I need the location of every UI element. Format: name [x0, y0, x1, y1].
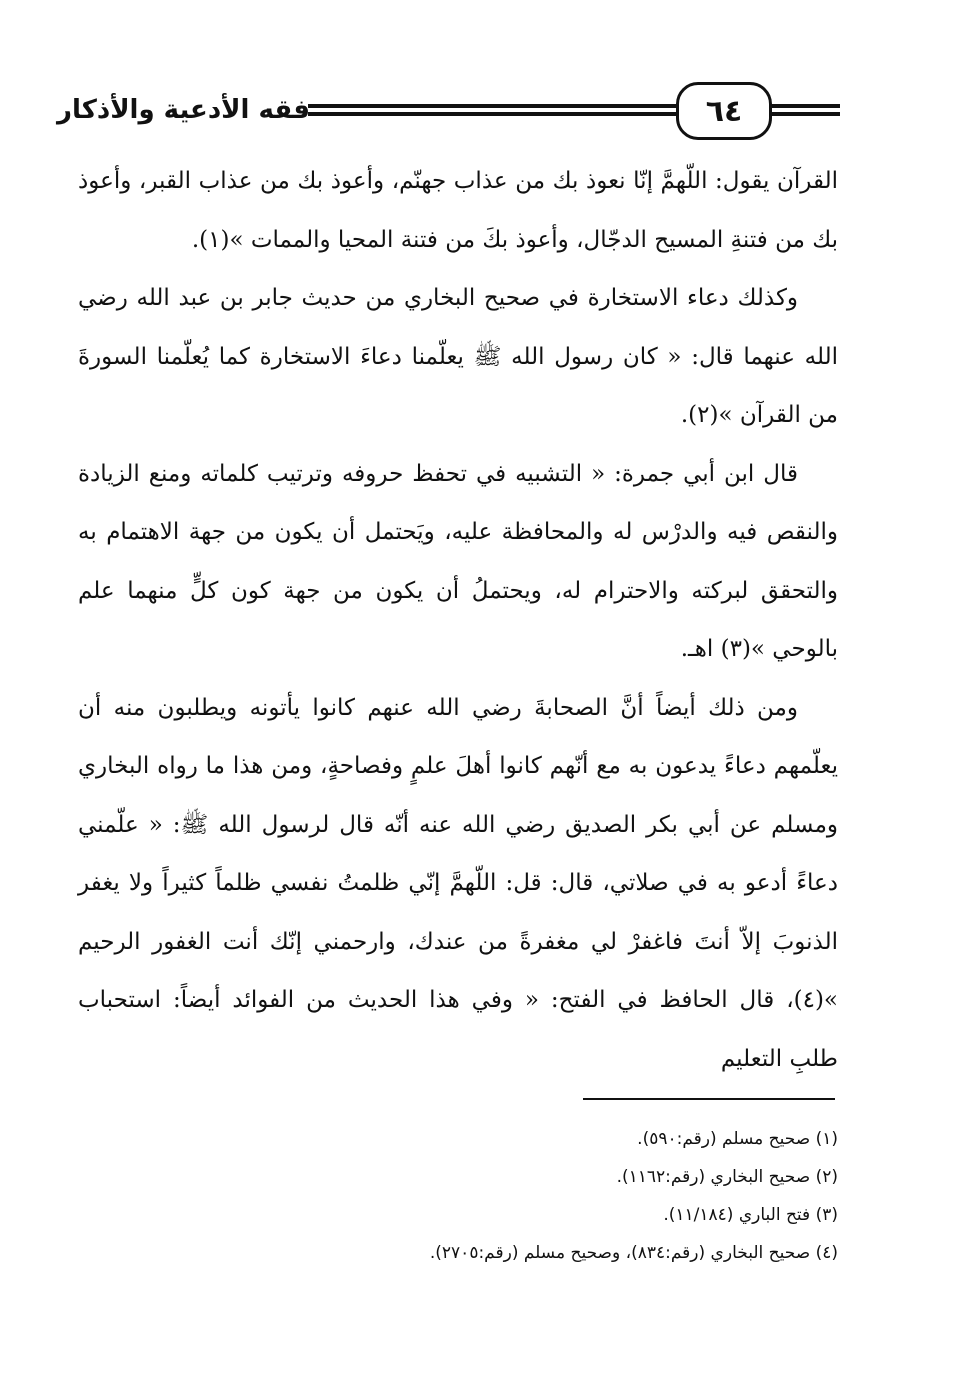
- body-text: [78, 152, 838, 1088]
- paragraph: قال ابن أبي جمرة: « التشبيه في تحفظ حروفه وترتيب كلماته ومنع الزيادة والنقص فيه والدرْس له والمحافظة عليه، ويَحتمل أن يكون من جهة الاهتمام به والتحقق لبركته والاحترام له، ويحتملُ أن يكون من جهة كون كلٍّ منهما علم بالوحي »(٣) اهـ.: [78, 460, 838, 662]
- paragraph: القرآن يقول: اللّهمَّ إنّا نعوذ بك من عذاب جهنّم، وأعوذ بك من عذاب القبر، وأعوذ بك من فتنةِ المسيح الدجّال، وأعوذ بكَ من فتنة المحيا والممات »(١).: [78, 168, 838, 253]
- running-title: فقه الأدعية والأذكار: [57, 95, 310, 125]
- footnotes: [78, 1120, 838, 1272]
- header-rule-right: [770, 104, 840, 116]
- footnote: (٣) فتح الباري (١١/١٨٤).: [663, 1205, 838, 1225]
- footnote: (١) صحيح مسلم (رقم:٥٩٠).: [637, 1129, 838, 1149]
- paragraph: وكذلك دعاء الاستخارة في صحيح البخاري من حديث جابر بن عبد الله رضي الله عنهما قال: « كان رسول الله ﷺ يعلّمنا دعاءَ الاستخارة كما يُعلّمنا السورةَ من القرآن »(٢).: [78, 285, 838, 428]
- page-header: [57, 82, 840, 152]
- page-number-box: [676, 82, 772, 140]
- footnote: (٤) صحيح البخاري (رقم:٨٣٤)، وصحيح مسلم (رقم:٢٧٠٥).: [429, 1243, 838, 1263]
- page-number: ٦٤: [705, 93, 743, 129]
- footnote-separator: [583, 1098, 835, 1100]
- paragraph: ومن ذلك أيضاً أنَّ الصحابةَ رضي الله عنهم كانوا يأتونه ويطلبون منه أن يعلّمهم دعاءً يدعون به مع أنّهم كانوا أهلَ علمٍ وفصاحةٍ، ومن هذا ما رواه البخاري ومسلم عن أبي بكر الصديق رضي الله عنه أنّه قال لرسول الله ﷺ: « علّمني دعاءً أدعو به في صلاتي، قال: قل: اللّهمَّ إنّي ظلمتُ نفسي ظلماً كثيراً ولا يغفر الذنوبَ إلاّ أنتَ فاغفرْ لي مغفرةً من عندك، وارحمني إنّك أنت الغفور الرحيم »(٤)، قال الحافظ في الفتح: « وفي هذا الحديث من الفوائد أيضاً: استحباب طلبِ التعليم: [78, 694, 838, 1072]
- footnote: (٢) صحيح البخاري (رقم:١١٦٢).: [616, 1167, 838, 1187]
